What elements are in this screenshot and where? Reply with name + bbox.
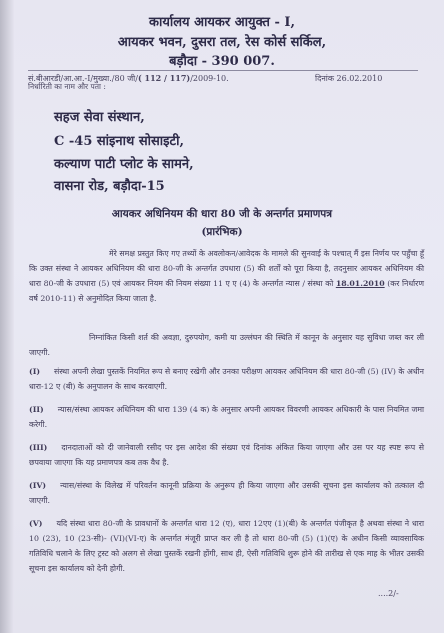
addressee-line-2: C -45 सांइनाथ सोसाइटी, bbox=[54, 134, 184, 149]
office-address-line: आयकर भवन, दुसरा तल, रेस कोर्स सर्किल, bbox=[117, 35, 327, 50]
condition-item bbox=[29, 402, 424, 432]
condition-item bbox=[29, 516, 424, 576]
condition-number: (III) bbox=[29, 443, 48, 452]
condition-item bbox=[29, 364, 424, 394]
reference-prefix: सं.बीआरडी/आ.आ.-I/मुख्या./80 जी/ bbox=[28, 74, 138, 83]
conditions-intro: निम्नांकित किसी शर्त की अवज्ञा, दुरुपयोग, कमी या उल्लंघन की स्थिति में कानून के अनुसार यह सुविधा जब्त कर ली जाएगी. bbox=[29, 333, 424, 357]
continuation-mark: ....2/- bbox=[378, 589, 399, 598]
condition-text: यदि संस्था धारा 80-जी के प्रावधानों के अन्तर्गत धारा 12 (ए), धारा 12एए (1)(बी) के अन्तर्गत पंजीकृत है अथवा संस्था ने धारा 10 (23), 10 (23-सी)- (VI)(VI-ए) के अन्तर्गत मंजूरी प्राप्त कर ली है तो धारा 80-जी (5) (1)(ए) के अधीन किसी व्यावसायिक गतिविधि चलाने के लिए ट्रस्ट को अलग से लेखा पुस्तकें रखनी होंगी, साथ ही, ऐसी गतिविधि शुरू होने की तारीख से एक माह के भीतर उसकी सूचना इस कार्यालय को देनी होगी. bbox=[29, 519, 424, 573]
approval-text-b: (कर निर्धारण वर्ष 2010-11) से अनुमोदित किया जाता है. bbox=[29, 279, 424, 303]
addressee-name: सहज सेवा संस्थान, bbox=[54, 110, 145, 125]
page-shadow bbox=[0, 0, 14, 633]
approval-date: 18.01.2010 bbox=[335, 279, 385, 288]
condition-number: (IV) bbox=[29, 481, 47, 490]
addressee-line-4: वासना रोड, बड़ौदा-15 bbox=[54, 179, 165, 194]
condition-item bbox=[29, 440, 424, 470]
address-label: निर्धारिती का नाम और पता : bbox=[28, 82, 106, 91]
certificate-subtitle: (प्रारंभिक) bbox=[201, 226, 243, 238]
addressee-line-3: कल्याण पाटी प्लोट के सामने, bbox=[54, 157, 194, 172]
approval-text-a: मेरे समक्ष प्रस्तुत किए गए तथ्यों के अवलोकन/आवेदक के मामले की सुनवाई के पश्चात् मैं इस निर्णय पर पहुँचा हूँ कि उक्त संस्था ने आयकर अधिनियम की धारा 80-जी के अन्तर्गत उपधारा (5) की शर्तों को पूरा किया है, तदनुसार आयकर अधिनियम की धारा 80-जी के उपधारा (5) एवं आयकर नियम की नियम संख्या 11 ए ए (4) के अन्तर्गत न्यास / संस्था को bbox=[29, 249, 424, 288]
condition-text: दानदाताओं को दी जानेवाली रसीद पर इस आदेश की संख्या एवं दिनांक अंकित किया जाएगा और उस पर यह स्पष्ट रूप से छपवाया जाएगा कि यह प्रमाणपत्र कब तक वैध है. bbox=[29, 443, 424, 467]
office-city-pin: बड़ौदा - 390 007. bbox=[169, 54, 275, 69]
reference-date: दिनांक 26.02.2010 bbox=[315, 74, 383, 83]
office-title: कार्यालय आयकर आयुक्त - I, bbox=[148, 15, 296, 30]
condition-text: संस्था अपनी लेखा पुस्तकें नियमित रूप से बनाए रखेगी और उनका परीक्षण आयकर अधिनियम की धारा 80-जी (5) (IV) के अधीन धारा-12 ए (बी) के अनुपालन के साथ करवाएगी. bbox=[29, 367, 424, 391]
condition-number: (V) bbox=[29, 519, 43, 528]
certificate-title: आयकर अधिनियम की धारा 80 जी के अन्तर्गत प्रमाणपत्र bbox=[111, 208, 333, 220]
condition-text: न्यास/संस्था आयकर अधिनियम की धारा 139 (4 क) के अनुसार अपनी आयकर विवरणी आयकर अधिकारी के पास नियमित जमा करेगी. bbox=[29, 405, 424, 429]
condition-number: (II) bbox=[29, 405, 44, 414]
reference-number: ( 112 / 117) bbox=[137, 73, 191, 83]
reference-suffix: /2009-10. bbox=[190, 74, 229, 83]
condition-number: (I) bbox=[29, 367, 41, 376]
condition-text: न्यास/संस्था के विलेख में परिवर्तन कानूनी प्रक्रिया के अनुरूप ही किया जाएगा और उसकी सूचना इस कार्यालय को तत्काल दी जाएगी. bbox=[29, 481, 424, 505]
approval-paragraph bbox=[29, 246, 424, 306]
condition-item bbox=[29, 478, 424, 508]
